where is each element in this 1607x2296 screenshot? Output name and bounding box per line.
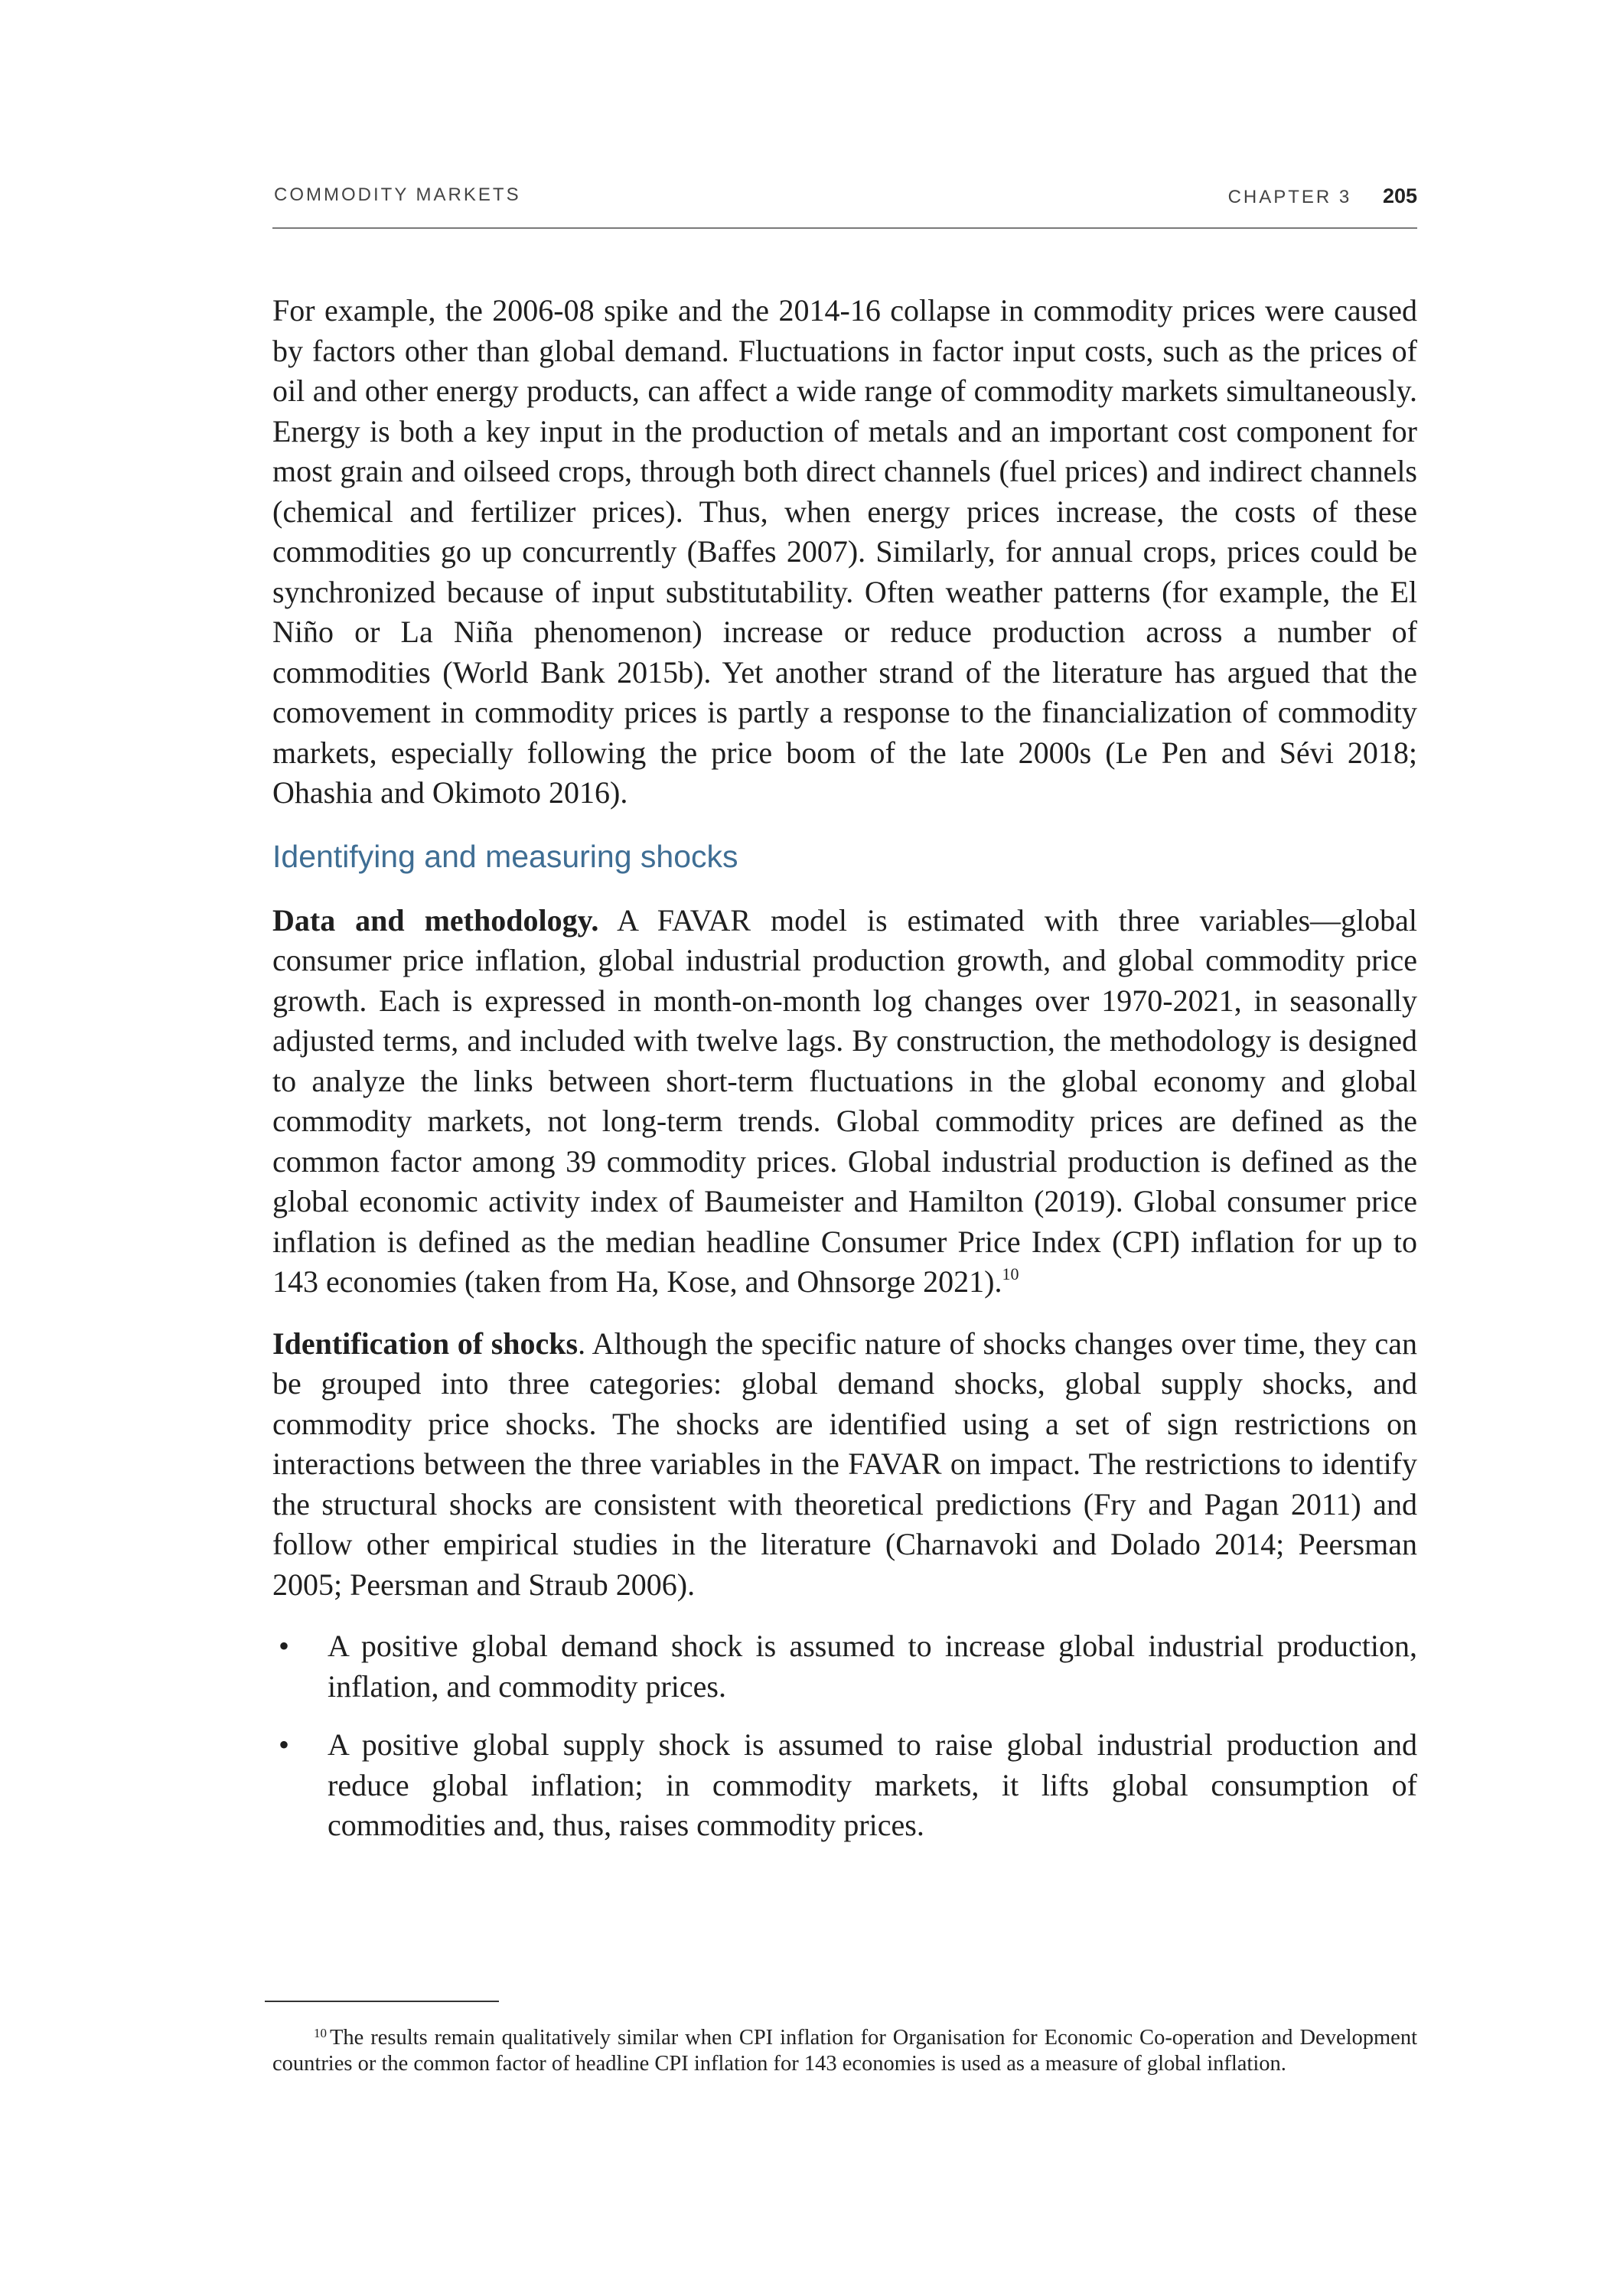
- running-head-right: [1228, 184, 1417, 208]
- list-item: [272, 1725, 1417, 1846]
- data-methodology-text: A FAVAR model is estimated with three variables—global consumer price inflation, global industrial production growth, and global commodity price growth. Each is expressed in month-on-month log changes over 1970-2021, in seasonally adjusted terms, and included with twelve lags. By construction, the methodology is designed to analyze the links between short-term fluctuations in the global economy and global commodity markets, not long-term trends. Global commodity prices are defined as the common factor among 39 commodity prices. Global industrial production is defined as the global economic activity index of Baumeister and Hamilton (2019). Global consumer price inflation is defined as the median headline Consumer Price Index (CPI) inflation for up to 143 economies (taken from Ha, Kose, and Ohnsorge 2021).: [272, 902, 1417, 1299]
- data-methodology-lead: Data and methodology.: [272, 902, 599, 938]
- footnote-number: 10: [314, 2026, 327, 2040]
- footnote-reference[interactable]: 10: [1002, 1264, 1019, 1283]
- list-item-text: A positive global supply shock is assumed to raise global industrial production and reduce global inflation; in commodity markets, it lifts global consumption of commodities and, thus, raises commodity prices.: [328, 1727, 1417, 1842]
- header-divider: [272, 227, 1417, 229]
- footnote-divider: [265, 2001, 499, 2002]
- footnote-text: The results remain qualitatively similar when CPI inflation for Organisation for Economic Co-operation and Development countries or the common factor of headline CPI inflation for 143 economies is used as a measure of global inflation.: [272, 2026, 1417, 2076]
- running-head-section: COMMODITY MARKETS: [274, 184, 521, 205]
- list-item-text: A positive global demand shock is assumed to increase global industrial production, inflation, and commodity prices.: [328, 1629, 1417, 1704]
- page-body: [272, 291, 1417, 1864]
- identification-text: . Although the specific nature of shocks changes over time, they can be grouped into three categories: global demand shocks, global supply shocks, and commodity price shocks. The shocks are identified using a set of sign restrictions on interactions between the three variables in the FAVAR on impact. The restrictions to identify the structural shocks are consistent with theoretical predictions (Fry and Pagan 2011) and follow other empirical studies in the literature (Charnavoki and Dolado 2014; Peersman 2005; Peersman and Straub 2006).: [272, 1326, 1417, 1602]
- list-item: [272, 1626, 1417, 1707]
- identification-paragraph: [272, 1324, 1417, 1606]
- running-head: [272, 184, 1417, 207]
- section-heading: Identifying and measuring shocks: [272, 838, 738, 874]
- running-head-chapter: CHAPTER 3: [1227, 187, 1352, 207]
- identification-lead: Identification of shocks: [272, 1326, 579, 1361]
- bullet-icon: •: [279, 1629, 290, 1663]
- shock-assumptions-list: [272, 1626, 1417, 1846]
- footnote: [272, 2025, 1417, 2077]
- bullet-icon: •: [279, 1727, 290, 1762]
- page-number: 205: [1382, 184, 1417, 207]
- data-methodology-paragraph: [272, 901, 1417, 1303]
- intro-paragraph: For example, the 2006-08 spike and the 2014-16 collapse in commodity prices were caused by factors other than global demand. Fluctuations in factor input costs, such as the prices of oil and other energy products, can affect a wide range of commodity markets simultaneously. Energy is both a key input in the production of metals and an important cost component for most grain and oilseed crops, through both direct channels (fuel prices) and indirect channels (chemical and fertilizer prices). Thus, when energy prices increase, the costs of these commodities go up concurrently (Baffes 2007). Similarly, for annual crops, prices could be synchronized because of input substitutability. Often weather patterns (for example, the El Niño or La Niña phenomenon) increase or reduce production across a number of commodities (World Bank 2015b). Yet another strand of the literature has argued that the comovement in commodity prices is partly a response to the financialization of commodity markets, especially following the price boom of the late 2000s (Le Pen and Sévi 2018; Ohashia and Okimoto 2016).: [272, 293, 1417, 810]
